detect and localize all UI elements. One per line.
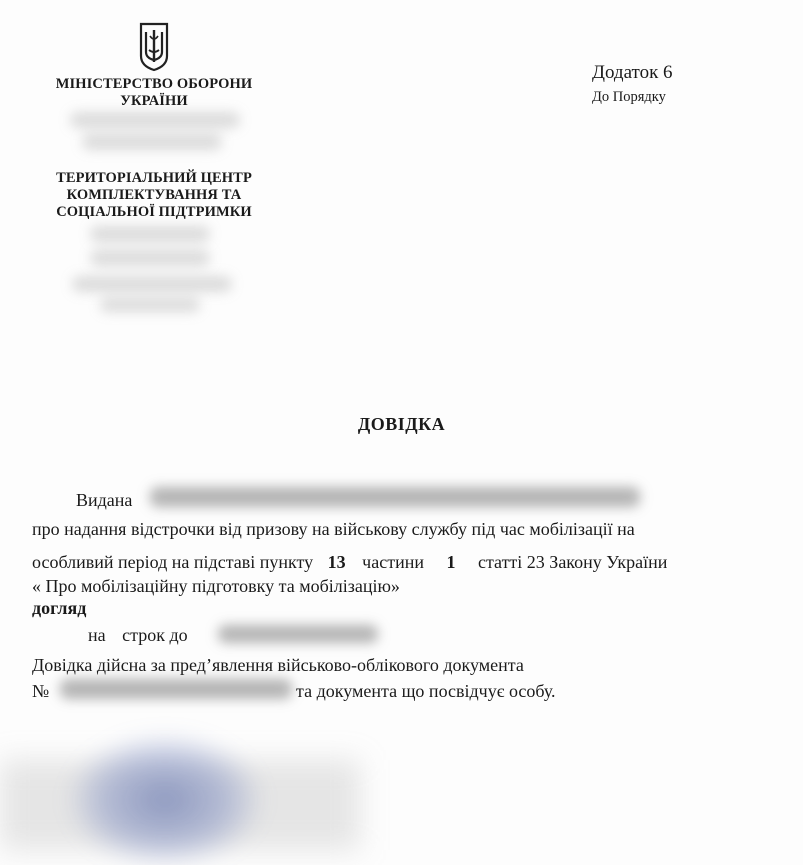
ministry-line-2: УКРАЇНИ [120,93,188,109]
term-until: строк до [122,625,188,645]
redacted-text [100,298,200,312]
redacted-text [72,276,232,292]
redacted-text [82,134,222,150]
issued-label: Видана [76,490,133,510]
term-on: на [88,625,106,645]
redacted-name [150,487,640,507]
trident-emblem-icon [137,22,171,72]
number-sign: № [32,681,50,701]
redacted-text [90,250,210,266]
ministry-line-1: МІНІСТЕРСТВО ОБОРОНИ [55,76,253,92]
annex-note [592,62,673,106]
body-line-3-b: частини [362,552,424,572]
center-line-2: КОМПЛЕКТУВАННЯ ТА [66,187,242,203]
body-line-4: « Про мобілізаційну підготовку та мобілізацію» [32,576,400,596]
redacted-date [218,625,378,643]
center-line-3: СОЦІАЛЬНОЇ ПІДТРИМКИ [56,204,252,220]
redacted-text [90,226,210,242]
center-name [44,170,264,221]
id-line-tail: та документа що посвідчує особу. [296,681,556,701]
ministry-name [44,76,264,110]
term-line [88,624,188,647]
body-line-3 [32,551,667,574]
annex-number: Додаток 6 [592,62,673,83]
redacted-document-number [60,679,292,699]
document-title: ДОВІДКА [357,414,446,434]
body-line-3-c: статті 23 Закону України [477,552,668,572]
validity-line: Довідка дійсна за пред’явлення військово-облікового документа [32,655,524,675]
body-line-3-a: особливий період на підставі пункту [32,552,314,572]
redacted-text [70,112,240,128]
part-number: 1 [446,552,456,572]
center-line-1: ТЕРИТОРІАЛЬНИЙ ЦЕНТР [56,170,252,186]
point-number: 13 [327,552,346,572]
redacted-stamp [70,735,260,865]
deferral-reason: догляд [32,598,87,618]
annex-reference: До Порядку [592,89,666,105]
body-line-2: про надання відстрочки від призову на військову службу під час мобілізації на [32,519,635,539]
